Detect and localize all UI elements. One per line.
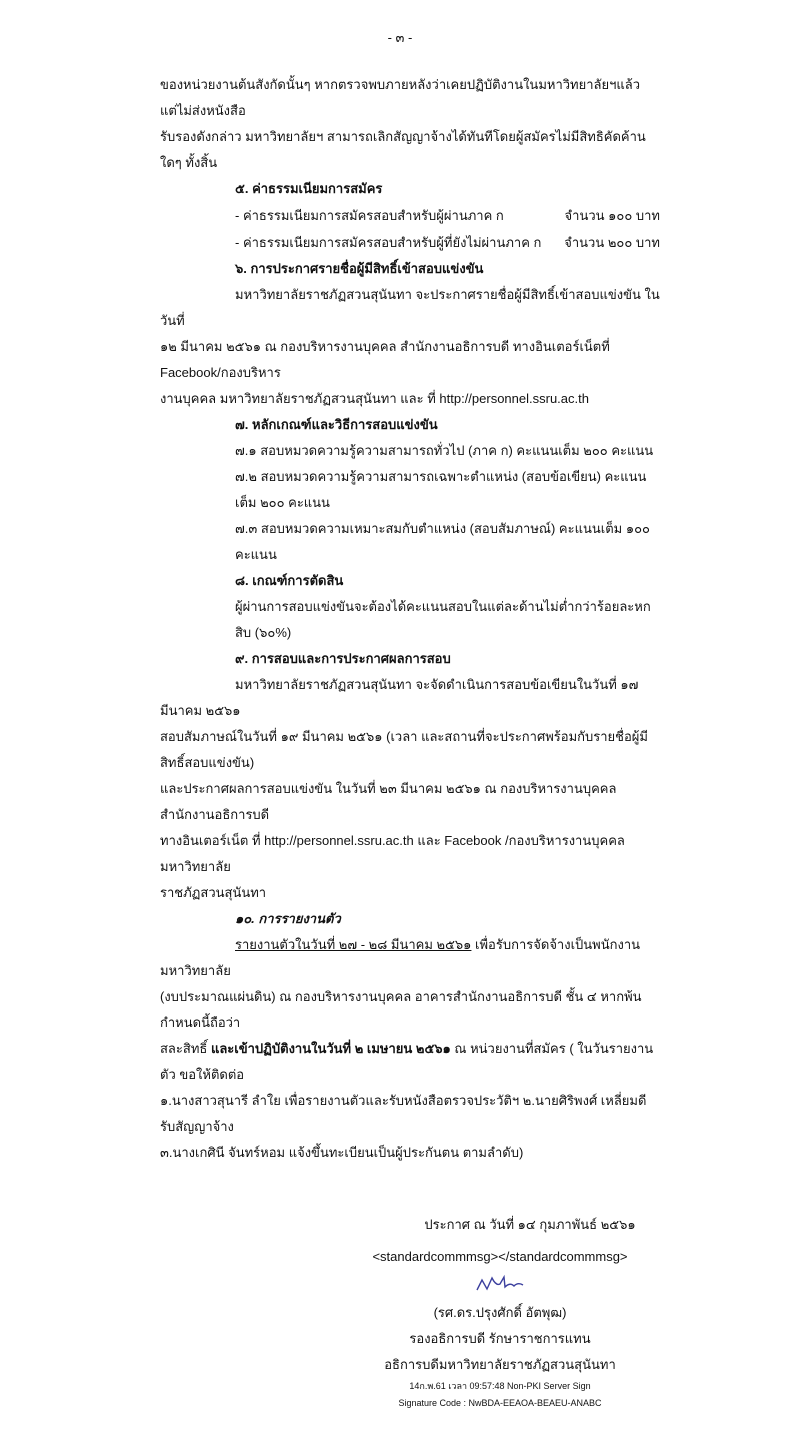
signature-image — [474, 1272, 526, 1294]
intro-line: ของหน่วยงานต้นสังกัดนั้นๆ หากตรวจพบภายหลังว่าเคยปฏิบัติงานในมหาวิทยาลัยฯแล้ว แต่ไม่ส่งหนังสือ — [160, 77, 641, 118]
section-9-title: ๙. การสอบและการประกาศผลการสอบ — [235, 651, 451, 666]
section-9-line: ราชภัฏสวนสุนันทา — [160, 885, 267, 900]
intro-line: รับรองดังกล่าว มหาวิทยาลัยฯ สามารถเลิกสัญญาจ้างได้ทันทีโดยผู้สมัครไม่มีสิทธิคัดค้านใดๆ ทั้งสิ้น — [160, 129, 646, 170]
section-7-title: ๗. หลักเกณฑ์และวิธีการสอบแข่งขัน — [235, 417, 438, 432]
section-8-title: ๘. เกณฑ์การตัดสิน — [235, 573, 344, 588]
fee-amount: จำนวน ๑๐๐ บาท — [564, 208, 660, 223]
section-10-line: ๓.นางเกศินี จันทร์หอม แจ้งขึ้นทะเบียนเป็นผู้ประกันตน ตามลำดับ) — [160, 1145, 524, 1160]
fee-row — [160, 229, 660, 256]
criteria-item: ๗.๒ สอบหมวดความรู้ความสามารถเฉพาะตำแหน่ง (สอบข้อเขียน) คะแนนเต็ม ๒๐๐ คะแนน — [235, 469, 647, 510]
fee-amount: จำนวน ๒๐๐ บาท — [564, 235, 660, 250]
announce-date: ประกาศ ณ วันที่ ๑๔ กุมภาพันธ์ ๒๕๖๑ — [424, 1217, 636, 1232]
signer-name: (รศ.ดร.ปรุงศักดิ์ อัตพุฒ) — [433, 1305, 567, 1320]
signer-position: อธิการบดีมหาวิทยาลัยราชภัฏสวนสุนันทา — [384, 1357, 616, 1372]
signature-block — [160, 1212, 660, 1412]
sign-timestamp: 14ก.พ.61 เวลา 09:57:48 Non-PKI Server Sign — [409, 1381, 591, 1391]
section-9-line: มหาวิทยาลัยราชภัฏสวนสุนันทา จะจัดดำเนินการสอบข้อเขียนในวันที่ ๑๗ มีนาคม ๒๕๖๑ — [160, 677, 639, 718]
section-10-line: (งบประมาณแผ่นดิน) ณ กองบริหารงานบุคคล อาคารสำนักงานอธิการบดี ชั้น ๔ หากพ้นกำหนดนี้ถือว่า — [160, 989, 642, 1030]
section-10-line — [160, 1036, 660, 1088]
section-6-line: ๑๒ มีนาคม ๒๕๖๑ ณ กองบริหารงานบุคคล สำนักงานอธิการบดี ทางอินเตอร์เน็ตที่ Facebook/กองบริหาร — [160, 339, 610, 380]
standard-comm-tag: <standardcommmsg></standardcommmsg> — [372, 1249, 628, 1264]
page-number: - ๓ - — [387, 30, 413, 45]
section-10-title: ๑๐. การรายงานตัว — [235, 911, 341, 926]
section-5-title: ๕. ค่าธรรมเนียมการสมัคร — [235, 181, 383, 196]
signature-code: Signature Code : NwBDA-EEAOA-BEAEU-ANABC — [398, 1398, 602, 1408]
contact-text: ณ หน่วยงานที่สมัคร ( ในวันรายงานตัว ขอให้ติดต่อ — [160, 1041, 654, 1082]
section-10-line: ๑.นางสาวสุนารี ลำใย เพื่อรายงานตัวและรับหนังสือตรวจประวัติฯ ๒.นายศิริพงศ์ เหลี่ยมดี รับสัญญาจ้าง — [160, 1093, 647, 1134]
section-9-line: สอบสัมภาษณ์ในวันที่ ๑๙ มีนาคม ๒๕๖๑ (เวลา และสถานที่จะประกาศพร้อมกับรายชื่อผู้มีสิทธิ์สอบแข่งขัน) — [160, 729, 648, 770]
forfeit-text: สละสิทธิ์ — [160, 1041, 211, 1056]
report-date: รายงานตัวในวันที่ ๒๗ - ๒๘ มีนาคม ๒๕๖๑ — [235, 937, 472, 952]
criteria-item: ๗.๑ สอบหมวดความรู้ความสามารถทั่วไป (ภาค ก) คะแนนเต็ม ๒๐๐ คะแนน — [235, 443, 654, 458]
report-purpose: เพื่อรับการจัดจ้างเป็นพนักงานมหาวิทยาลัย — [160, 937, 641, 978]
fee-label: - ค่าธรรมเนียมการสมัครสอบสำหรับผู้ที่ยังไม่ผ่านภาค ก — [235, 235, 542, 250]
section-6-line: งานบุคคล มหาวิทยาลัยราชภัฏสวนสุนันทา และ ที่ http://personnel.ssru.ac.th — [160, 391, 589, 406]
section-9-line: ทางอินเตอร์เน็ต ที่ http://personnel.ssru.ac.th และ Facebook /กองบริหารงานบุคคล มหาวิทยาลัย — [160, 833, 625, 874]
section-9-line: และประกาศผลการสอบแข่งขัน ในวันที่ ๒๓ มีนาคม ๒๕๖๑ ณ กองบริหารงานบุคคล สำนักงานอธิการบดี — [160, 781, 617, 822]
criteria-item: ๗.๓ สอบหมวดความเหมาะสมกับตำแหน่ง (สอบสัมภาษณ์) คะแนนเต็ม ๑๐๐ คะแนน — [235, 521, 650, 562]
fee-label: - ค่าธรรมเนียมการสมัครสอบสำหรับผู้ผ่านภาค ก — [235, 208, 504, 223]
section-8-text: ผู้ผ่านการสอบแข่งขันจะต้องได้คะแนนสอบในแต่ละด้านไม่ต่ำกว่าร้อยละหกสิบ (๖๐%) — [235, 599, 651, 640]
section-6-title: ๖. การประกาศรายชื่อผู้มีสิทธิ์เข้าสอบแข่งขัน — [235, 261, 484, 276]
signer-position: รองอธิการบดี รักษาราชการแทน — [409, 1331, 591, 1346]
section-6-line: มหาวิทยาลัยราชภัฏสวนสุนันทา จะประกาศรายชื่อผู้มีสิทธิ์เข้าสอบแข่งขัน ในวันที่ — [160, 287, 660, 328]
fee-row — [160, 202, 660, 229]
section-10-line — [160, 932, 660, 984]
start-date: และเข้าปฏิบัติงานในวันที่ ๒ เมษายน ๒๕๖๑ — [210, 1041, 451, 1056]
